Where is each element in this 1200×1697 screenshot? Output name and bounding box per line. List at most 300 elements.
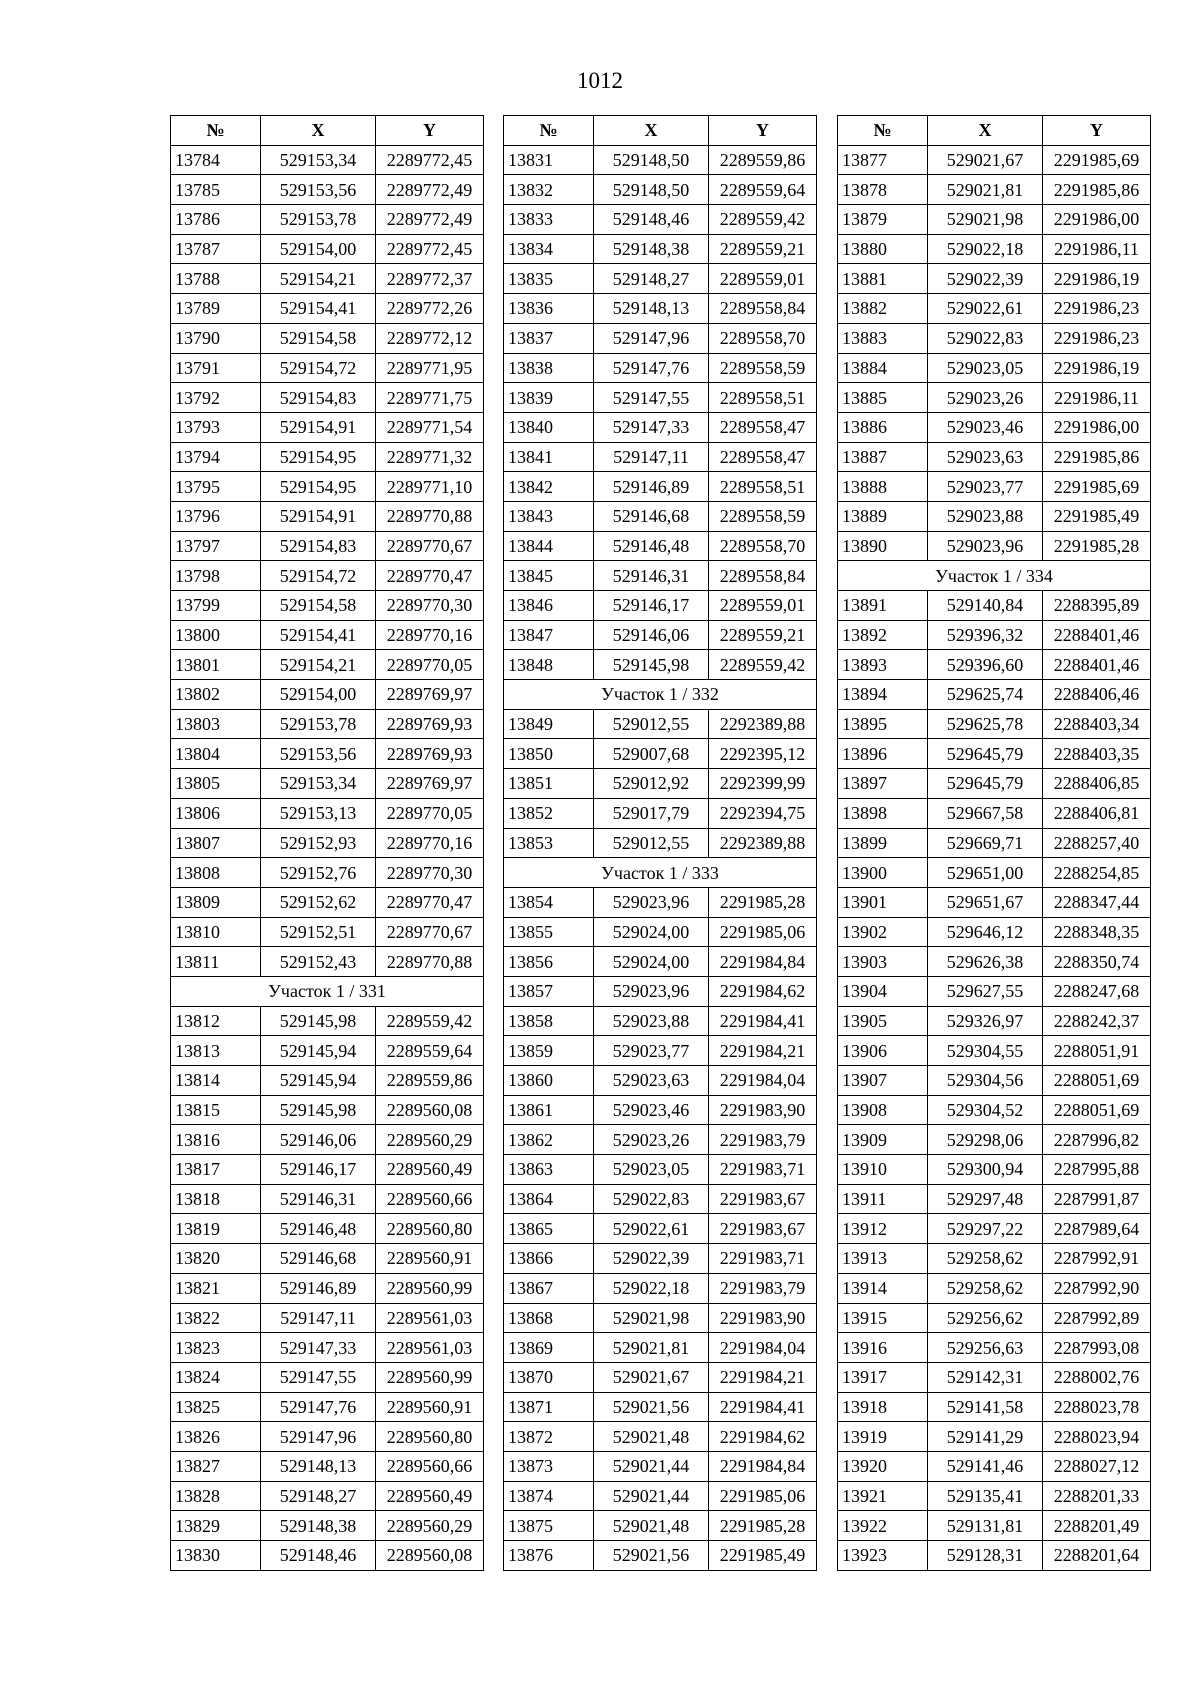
x-cell: 529023,26 — [928, 383, 1043, 413]
y-cell: 2291983,90 — [709, 1095, 817, 1125]
table-row — [838, 264, 1151, 294]
y-cell: 2291985,28 — [709, 1511, 817, 1541]
x-cell: 529154,41 — [261, 294, 376, 324]
point-number-cell: 13837 — [504, 323, 594, 353]
point-number-cell: 13821 — [171, 1273, 261, 1303]
point-number-cell: 13904 — [838, 976, 928, 1006]
x-cell: 529153,34 — [261, 145, 376, 175]
coordinates-table-2 — [503, 115, 817, 1571]
point-number-cell: 13897 — [838, 769, 928, 799]
y-cell: 2291984,41 — [709, 1392, 817, 1422]
section-row — [838, 561, 1151, 591]
point-number-cell: 13846 — [504, 591, 594, 621]
x-cell: 529146,31 — [261, 1184, 376, 1214]
table-row — [838, 1095, 1151, 1125]
table-row — [504, 1006, 817, 1036]
y-cell: 2289559,01 — [709, 264, 817, 294]
x-cell: 529154,41 — [261, 620, 376, 650]
point-number-cell: 13914 — [838, 1273, 928, 1303]
table-row — [838, 976, 1151, 1006]
point-number-cell: 13809 — [171, 887, 261, 917]
y-cell: 2291984,21 — [709, 1036, 817, 1066]
point-number-cell: 13870 — [504, 1362, 594, 1392]
point-number-cell: 13840 — [504, 412, 594, 442]
point-number-cell: 13828 — [171, 1481, 261, 1511]
table-row — [171, 1244, 484, 1274]
x-cell: 529142,31 — [928, 1362, 1043, 1392]
y-cell: 2289769,97 — [376, 769, 484, 799]
point-number-cell: 13863 — [504, 1155, 594, 1185]
table-row — [838, 1362, 1151, 1392]
table-row — [838, 620, 1151, 650]
x-cell: 529145,98 — [261, 1006, 376, 1036]
y-cell: 2292399,99 — [709, 769, 817, 799]
point-number-cell: 13878 — [838, 175, 928, 205]
x-cell: 529023,88 — [594, 1006, 709, 1036]
point-number-cell: 13813 — [171, 1036, 261, 1066]
y-cell: 2288406,46 — [1043, 680, 1151, 710]
table-row — [504, 769, 817, 799]
table-row — [838, 680, 1151, 710]
y-cell: 2287992,90 — [1043, 1273, 1151, 1303]
point-number-cell: 13818 — [171, 1184, 261, 1214]
point-number-cell: 13916 — [838, 1333, 928, 1363]
header-x: X — [928, 116, 1043, 146]
table-row — [504, 650, 817, 680]
x-cell: 529256,62 — [928, 1303, 1043, 1333]
coordinates-table — [837, 115, 1151, 1571]
table-row — [838, 769, 1151, 799]
x-cell: 529021,98 — [594, 1303, 709, 1333]
table-row — [171, 472, 484, 502]
point-number-cell: 13798 — [171, 561, 261, 591]
table-row — [838, 1273, 1151, 1303]
point-number-cell: 13900 — [838, 858, 928, 888]
x-cell: 529022,83 — [594, 1184, 709, 1214]
y-cell: 2291984,62 — [709, 1422, 817, 1452]
y-cell: 2287989,64 — [1043, 1214, 1151, 1244]
x-cell: 529146,06 — [594, 620, 709, 650]
x-cell: 529145,94 — [261, 1036, 376, 1066]
header-row — [838, 116, 1151, 146]
x-cell: 529023,96 — [594, 976, 709, 1006]
x-cell: 529023,05 — [928, 353, 1043, 383]
table-row — [171, 947, 484, 977]
y-cell: 2289559,42 — [376, 1006, 484, 1036]
table-row — [171, 1273, 484, 1303]
y-cell: 2287991,87 — [1043, 1184, 1151, 1214]
table-row — [838, 1125, 1151, 1155]
point-number-cell: 13918 — [838, 1392, 928, 1422]
x-cell: 529152,51 — [261, 917, 376, 947]
y-cell: 2289560,80 — [376, 1422, 484, 1452]
table-row — [838, 353, 1151, 383]
table-row — [171, 1184, 484, 1214]
y-cell: 2288401,46 — [1043, 620, 1151, 650]
point-number-cell: 13857 — [504, 976, 594, 1006]
table-row — [504, 1155, 817, 1185]
table-row — [504, 1095, 817, 1125]
x-cell: 529297,48 — [928, 1184, 1043, 1214]
table-row — [171, 1511, 484, 1541]
coordinates-table-1 — [170, 115, 484, 1571]
x-cell: 529147,96 — [261, 1422, 376, 1452]
y-cell: 2291986,23 — [1043, 294, 1151, 324]
table-row — [838, 1303, 1151, 1333]
x-cell: 529021,81 — [594, 1333, 709, 1363]
coordinates-table-3 — [837, 115, 1151, 1571]
header-num: № — [838, 116, 928, 146]
point-number-cell: 13805 — [171, 769, 261, 799]
y-cell: 2291985,86 — [1043, 175, 1151, 205]
x-cell: 529147,76 — [261, 1392, 376, 1422]
table-row — [504, 472, 817, 502]
y-cell: 2289560,91 — [376, 1244, 484, 1274]
point-number-cell: 13895 — [838, 709, 928, 739]
table-row — [504, 976, 817, 1006]
point-number-cell: 13788 — [171, 264, 261, 294]
y-cell: 2292395,12 — [709, 739, 817, 769]
point-number-cell: 13868 — [504, 1303, 594, 1333]
y-cell: 2291985,28 — [709, 887, 817, 917]
point-number-cell: 13790 — [171, 323, 261, 353]
x-cell: 529021,48 — [594, 1422, 709, 1452]
point-number-cell: 13847 — [504, 620, 594, 650]
table-row — [504, 1184, 817, 1214]
x-cell: 529012,92 — [594, 769, 709, 799]
x-cell: 529627,55 — [928, 976, 1043, 1006]
y-cell: 2287996,82 — [1043, 1125, 1151, 1155]
y-cell: 2291983,71 — [709, 1244, 817, 1274]
y-cell: 2291983,79 — [709, 1125, 817, 1155]
x-cell: 529146,48 — [261, 1214, 376, 1244]
x-cell: 529154,58 — [261, 591, 376, 621]
x-cell: 529012,55 — [594, 828, 709, 858]
x-cell: 529626,38 — [928, 947, 1043, 977]
y-cell: 2289770,16 — [376, 620, 484, 650]
x-cell: 529148,13 — [261, 1451, 376, 1481]
table-row — [838, 501, 1151, 531]
header-x: X — [261, 116, 376, 146]
y-cell: 2289559,86 — [709, 145, 817, 175]
point-number-cell: 13901 — [838, 887, 928, 917]
point-number-cell: 13864 — [504, 1184, 594, 1214]
x-cell: 529154,72 — [261, 561, 376, 591]
x-cell: 529021,67 — [594, 1362, 709, 1392]
x-cell: 529024,00 — [594, 917, 709, 947]
y-cell: 2289558,51 — [709, 383, 817, 413]
point-number-cell: 13915 — [838, 1303, 928, 1333]
point-number-cell: 13910 — [838, 1155, 928, 1185]
y-cell: 2289560,80 — [376, 1214, 484, 1244]
x-cell: 529152,93 — [261, 828, 376, 858]
y-cell: 2291985,28 — [1043, 531, 1151, 561]
point-number-cell: 13886 — [838, 412, 928, 442]
y-cell: 2289558,59 — [709, 501, 817, 531]
x-cell: 529146,89 — [594, 472, 709, 502]
point-number-cell: 13884 — [838, 353, 928, 383]
x-cell: 529022,61 — [928, 294, 1043, 324]
table-row — [838, 798, 1151, 828]
point-number-cell: 13874 — [504, 1481, 594, 1511]
point-number-cell: 13791 — [171, 353, 261, 383]
y-cell: 2291986,00 — [1043, 205, 1151, 235]
table-row — [504, 531, 817, 561]
y-cell: 2291984,84 — [709, 1451, 817, 1481]
x-cell: 529023,77 — [594, 1036, 709, 1066]
y-cell: 2289559,42 — [709, 650, 817, 680]
x-cell: 529021,56 — [594, 1392, 709, 1422]
point-number-cell: 13851 — [504, 769, 594, 799]
x-cell: 529022,61 — [594, 1214, 709, 1244]
x-cell: 529148,50 — [594, 175, 709, 205]
y-cell: 2289771,95 — [376, 353, 484, 383]
x-cell: 529645,79 — [928, 739, 1043, 769]
y-cell: 2289771,75 — [376, 383, 484, 413]
y-cell: 2289560,08 — [376, 1095, 484, 1125]
x-cell: 529154,21 — [261, 264, 376, 294]
x-cell: 529147,11 — [594, 442, 709, 472]
point-number-cell: 13906 — [838, 1036, 928, 1066]
x-cell: 529148,27 — [594, 264, 709, 294]
table-row — [171, 501, 484, 531]
x-cell: 529154,00 — [261, 234, 376, 264]
point-number-cell: 13860 — [504, 1066, 594, 1096]
table-row — [504, 264, 817, 294]
table-row — [838, 531, 1151, 561]
y-cell: 2291986,11 — [1043, 234, 1151, 264]
y-cell: 2289559,42 — [709, 205, 817, 235]
table-row — [838, 205, 1151, 235]
table-row — [171, 234, 484, 264]
table-row — [171, 1006, 484, 1036]
x-cell: 529023,05 — [594, 1155, 709, 1185]
x-cell: 529154,91 — [261, 501, 376, 531]
table-row — [504, 1362, 817, 1392]
table-row — [504, 1244, 817, 1274]
y-cell: 2291985,06 — [709, 1481, 817, 1511]
y-cell: 2289770,30 — [376, 591, 484, 621]
point-number-cell: 13850 — [504, 739, 594, 769]
x-cell: 529153,78 — [261, 709, 376, 739]
x-cell: 529135,41 — [928, 1481, 1043, 1511]
table-row — [504, 412, 817, 442]
point-number-cell: 13834 — [504, 234, 594, 264]
point-number-cell: 13839 — [504, 383, 594, 413]
table-row — [838, 887, 1151, 917]
x-cell: 529007,68 — [594, 739, 709, 769]
point-number-cell: 13866 — [504, 1244, 594, 1274]
y-cell: 2291985,69 — [1043, 145, 1151, 175]
y-cell: 2292389,88 — [709, 828, 817, 858]
x-cell: 529022,39 — [594, 1244, 709, 1274]
x-cell: 529396,60 — [928, 650, 1043, 680]
point-number-cell: 13833 — [504, 205, 594, 235]
table-row — [504, 205, 817, 235]
y-cell: 2289559,64 — [376, 1036, 484, 1066]
y-cell: 2288254,85 — [1043, 858, 1151, 888]
x-cell: 529154,72 — [261, 353, 376, 383]
table-row — [171, 442, 484, 472]
point-number-cell: 13820 — [171, 1244, 261, 1274]
section-row — [504, 858, 817, 888]
x-cell: 529147,96 — [594, 323, 709, 353]
table-row — [504, 294, 817, 324]
y-cell: 2289558,51 — [709, 472, 817, 502]
point-number-cell: 13801 — [171, 650, 261, 680]
y-cell: 2291983,71 — [709, 1155, 817, 1185]
y-cell: 2288242,37 — [1043, 1006, 1151, 1036]
y-cell: 2289558,70 — [709, 323, 817, 353]
y-cell: 2288201,64 — [1043, 1541, 1151, 1571]
y-cell: 2289559,21 — [709, 234, 817, 264]
y-cell: 2289770,47 — [376, 561, 484, 591]
point-number-cell: 13899 — [838, 828, 928, 858]
table-row — [504, 1333, 817, 1363]
x-cell: 529304,52 — [928, 1095, 1043, 1125]
table-row — [838, 739, 1151, 769]
y-cell: 2288051,69 — [1043, 1066, 1151, 1096]
table-row — [838, 1422, 1151, 1452]
y-cell: 2289558,70 — [709, 531, 817, 561]
point-number-cell: 13802 — [171, 680, 261, 710]
y-cell: 2291984,04 — [709, 1333, 817, 1363]
point-number-cell: 13795 — [171, 472, 261, 502]
table-row — [504, 887, 817, 917]
y-cell: 2289560,49 — [376, 1155, 484, 1185]
table-row — [838, 175, 1151, 205]
point-number-cell: 13823 — [171, 1333, 261, 1363]
y-cell: 2291984,84 — [709, 947, 817, 977]
table-row — [504, 234, 817, 264]
y-cell: 2289769,97 — [376, 680, 484, 710]
y-cell: 2287992,89 — [1043, 1303, 1151, 1333]
x-cell: 529012,55 — [594, 709, 709, 739]
y-cell: 2289559,64 — [709, 175, 817, 205]
y-cell: 2291986,19 — [1043, 264, 1151, 294]
x-cell: 529152,76 — [261, 858, 376, 888]
y-cell: 2291984,41 — [709, 1006, 817, 1036]
table-row — [504, 917, 817, 947]
x-cell: 529153,78 — [261, 205, 376, 235]
x-cell: 529298,06 — [928, 1125, 1043, 1155]
table-row — [838, 1066, 1151, 1096]
table-row — [838, 145, 1151, 175]
point-number-cell: 13844 — [504, 531, 594, 561]
point-number-cell: 13877 — [838, 145, 928, 175]
x-cell: 529021,44 — [594, 1481, 709, 1511]
table-row — [504, 591, 817, 621]
table-row — [504, 383, 817, 413]
table-row — [838, 858, 1151, 888]
table-row — [838, 1006, 1151, 1036]
point-number-cell: 13856 — [504, 947, 594, 977]
y-cell: 2291984,62 — [709, 976, 817, 1006]
section-title: Участок 1 / 333 — [504, 858, 817, 888]
x-cell: 529017,79 — [594, 798, 709, 828]
x-cell: 529146,06 — [261, 1125, 376, 1155]
table-row — [171, 650, 484, 680]
table-row — [838, 1184, 1151, 1214]
x-cell: 529021,67 — [928, 145, 1043, 175]
point-number-cell: 13861 — [504, 1095, 594, 1125]
x-cell: 529022,83 — [928, 323, 1043, 353]
point-number-cell: 13842 — [504, 472, 594, 502]
point-number-cell: 13792 — [171, 383, 261, 413]
x-cell: 529651,00 — [928, 858, 1043, 888]
point-number-cell: 13859 — [504, 1036, 594, 1066]
table-row — [171, 798, 484, 828]
table-row — [838, 294, 1151, 324]
table-row — [838, 442, 1151, 472]
y-cell: 2288023,78 — [1043, 1392, 1151, 1422]
table-row — [171, 769, 484, 799]
point-number-cell: 13803 — [171, 709, 261, 739]
y-cell: 2289558,84 — [709, 294, 817, 324]
table-row — [171, 205, 484, 235]
y-cell: 2288201,33 — [1043, 1481, 1151, 1511]
table-row — [838, 709, 1151, 739]
x-cell: 529021,98 — [928, 205, 1043, 235]
y-cell: 2289772,26 — [376, 294, 484, 324]
table-row — [171, 887, 484, 917]
table-row — [504, 1481, 817, 1511]
point-number-cell: 13890 — [838, 531, 928, 561]
table-row — [838, 1392, 1151, 1422]
point-number-cell: 13922 — [838, 1511, 928, 1541]
y-cell: 2289560,29 — [376, 1125, 484, 1155]
point-number-cell: 13858 — [504, 1006, 594, 1036]
point-number-cell: 13794 — [171, 442, 261, 472]
table-row — [504, 1451, 817, 1481]
y-cell: 2289772,45 — [376, 145, 484, 175]
x-cell: 529646,12 — [928, 917, 1043, 947]
x-cell: 529148,38 — [594, 234, 709, 264]
x-cell: 529022,18 — [594, 1273, 709, 1303]
table-row — [504, 709, 817, 739]
x-cell: 529141,29 — [928, 1422, 1043, 1452]
point-number-cell: 13807 — [171, 828, 261, 858]
y-cell: 2289560,29 — [376, 1511, 484, 1541]
coordinates-table — [170, 115, 484, 1571]
y-cell: 2289560,91 — [376, 1392, 484, 1422]
point-number-cell: 13808 — [171, 858, 261, 888]
point-number-cell: 13869 — [504, 1333, 594, 1363]
x-cell: 529625,74 — [928, 680, 1043, 710]
point-number-cell: 13913 — [838, 1244, 928, 1274]
x-cell: 529148,27 — [261, 1481, 376, 1511]
table-row — [504, 501, 817, 531]
point-number-cell: 13905 — [838, 1006, 928, 1036]
y-cell: 2289559,86 — [376, 1066, 484, 1096]
y-cell: 2289772,49 — [376, 175, 484, 205]
x-cell: 529304,55 — [928, 1036, 1043, 1066]
y-cell: 2288350,74 — [1043, 947, 1151, 977]
y-cell: 2289560,66 — [376, 1184, 484, 1214]
y-cell: 2291986,23 — [1043, 323, 1151, 353]
coordinates-table — [503, 115, 817, 1571]
y-cell: 2289770,30 — [376, 858, 484, 888]
point-number-cell: 13845 — [504, 561, 594, 591]
x-cell: 529153,34 — [261, 769, 376, 799]
x-cell: 529147,55 — [594, 383, 709, 413]
y-cell: 2289560,99 — [376, 1362, 484, 1392]
x-cell: 529148,13 — [594, 294, 709, 324]
x-cell: 529023,96 — [594, 887, 709, 917]
point-number-cell: 13885 — [838, 383, 928, 413]
point-number-cell: 13876 — [504, 1541, 594, 1571]
point-number-cell: 13810 — [171, 917, 261, 947]
